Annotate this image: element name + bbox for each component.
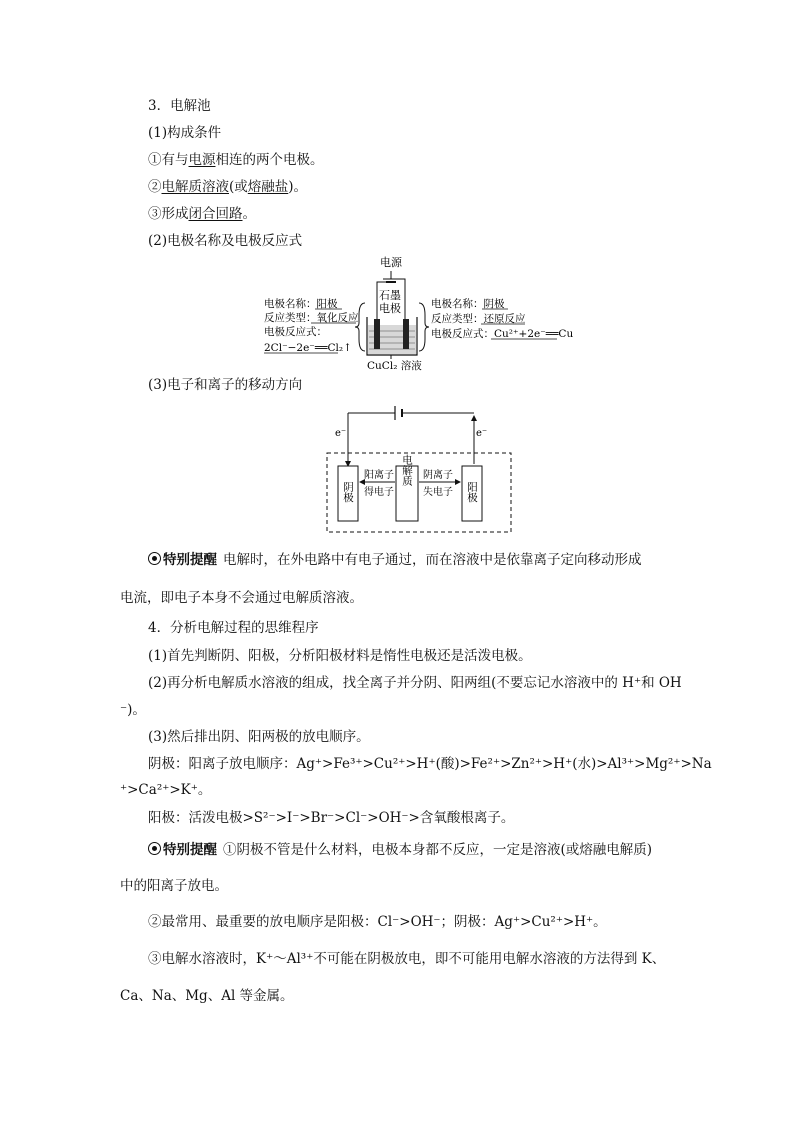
cation-label-2: 得电子 [364,487,394,498]
tip-1-line-1: 特别提醒 电解时，在外电路中有电子通过，而在溶液中是依靠离子定向移动形成 [148,550,642,570]
right-brace [419,303,429,351]
electron-left: e⁻ [335,428,347,439]
graphite-label-1: 石墨 [379,289,401,302]
cation-label-1: 阳离子 [364,470,394,481]
cathode-order-line-2: ⁺>Ca²⁺>K⁺。 [120,782,212,798]
condition-1: ①有与电源相连的两个电极。 [148,152,324,168]
step-1: (1)首先判断阴、阳极，分析阳极材料是惰性电极还是活泼电极。 [148,648,532,664]
step-3: (3)然后排出阴、阳两极的放电顺序。 [148,729,370,745]
electron-ion-movement-figure [320,402,520,536]
electrolysis-cell-figure [255,253,575,373]
subheading-movement: (3)电子和离子的移动方向 [148,377,303,393]
anode-order: 阳极：活泼电极>S²⁻>I⁻>Br⁻>Cl⁻>OH⁻>含氧酸根离子。 [148,810,515,826]
condition-2: ②电解质溶液(或熔融盐)。 [148,179,308,195]
cathode-equation: 电极反应式：Cu²⁺+2e⁻══Cu [431,328,574,340]
anode-equation: 2Cl⁻−2e⁻══Cl₂↑ [264,342,352,354]
anode-name: 电极名称：阳极 [264,298,338,310]
cathode-reaction-type: 反应类型：还原反应 [431,313,526,325]
section-3-heading: 3．电解池 [148,98,211,114]
bullet-icon [148,842,161,855]
tip-2-point-2: ②最常用、最重要的放电顺序是阳极：Cl⁻>OH⁻；阴极：Ag⁺>Cu²⁺>H⁺。 [148,914,607,930]
anode-equation-label: 电极反应式： [264,326,327,338]
tip-2-point-3-line-1: ③电解水溶液时，K⁺～Al³⁺不可能在阴极放电，即不可能用电解水溶液的方法得到 K、 [148,951,666,967]
tip-2-label: 特别提醒 [148,842,217,858]
cathode-electrode [403,319,409,349]
cathode-label: 阴极 [342,481,354,503]
anode-label: 阳极 [466,481,478,503]
subheading-conditions: (1)构成条件 [148,125,222,141]
graphite-label-2: 电极 [379,302,401,315]
electron-right: e⁻ [476,428,488,439]
anode-electrode [374,319,380,349]
tip-2-point-3-line-2: Ca、Na、Mg、Al 等金属。 [120,988,294,1004]
anion-label-1: 阴离子 [423,470,453,481]
cathode-name: 电极名称：阴极 [431,298,505,310]
anode-reaction-type: 反应类型：氧化反应 [264,312,359,324]
tip-2-line-2: 中的阳离子放电。 [120,878,228,894]
tip-1-label: 特别提醒 [148,552,217,568]
anion-label-2: 失电子 [423,487,453,498]
electrolyte-label: 电解质 [401,454,413,486]
cathode-order-line-1: 阴极：阳离子放电顺序：Ag⁺>Fe³⁺>Cu²⁺>H⁺(酸)>Fe²⁺>Zn²⁺>H⁺(水)>Al³⁺>Mg²⁺>Na [148,756,712,772]
tip-2-line-1: 特别提醒 ①阴极不管是什么材料，电极本身都不反应，一定是溶液(或熔融电解质) [148,840,652,860]
section-4-heading: 4．分析电解过程的思维程序 [148,620,319,636]
left-brace [355,303,365,351]
step-2-line-2: ⁻)。 [120,702,146,718]
solution-label: CuCl₂ 溶液 [367,360,422,372]
step-2-line-1: (2)再分析电解质水溶液的组成，找全离子并分阴、阳两组(不要忘记水溶液中的 H⁺和 OH [148,675,682,691]
subheading-electrodes: (2)电极名称及电极反应式 [148,233,303,249]
bullet-icon [148,552,161,565]
tip-1-line-2: 电流，即电子本身不会通过电解质溶液。 [120,590,363,606]
condition-3: ③形成闭合回路。 [148,206,256,222]
power-label: 电源 [380,256,402,269]
